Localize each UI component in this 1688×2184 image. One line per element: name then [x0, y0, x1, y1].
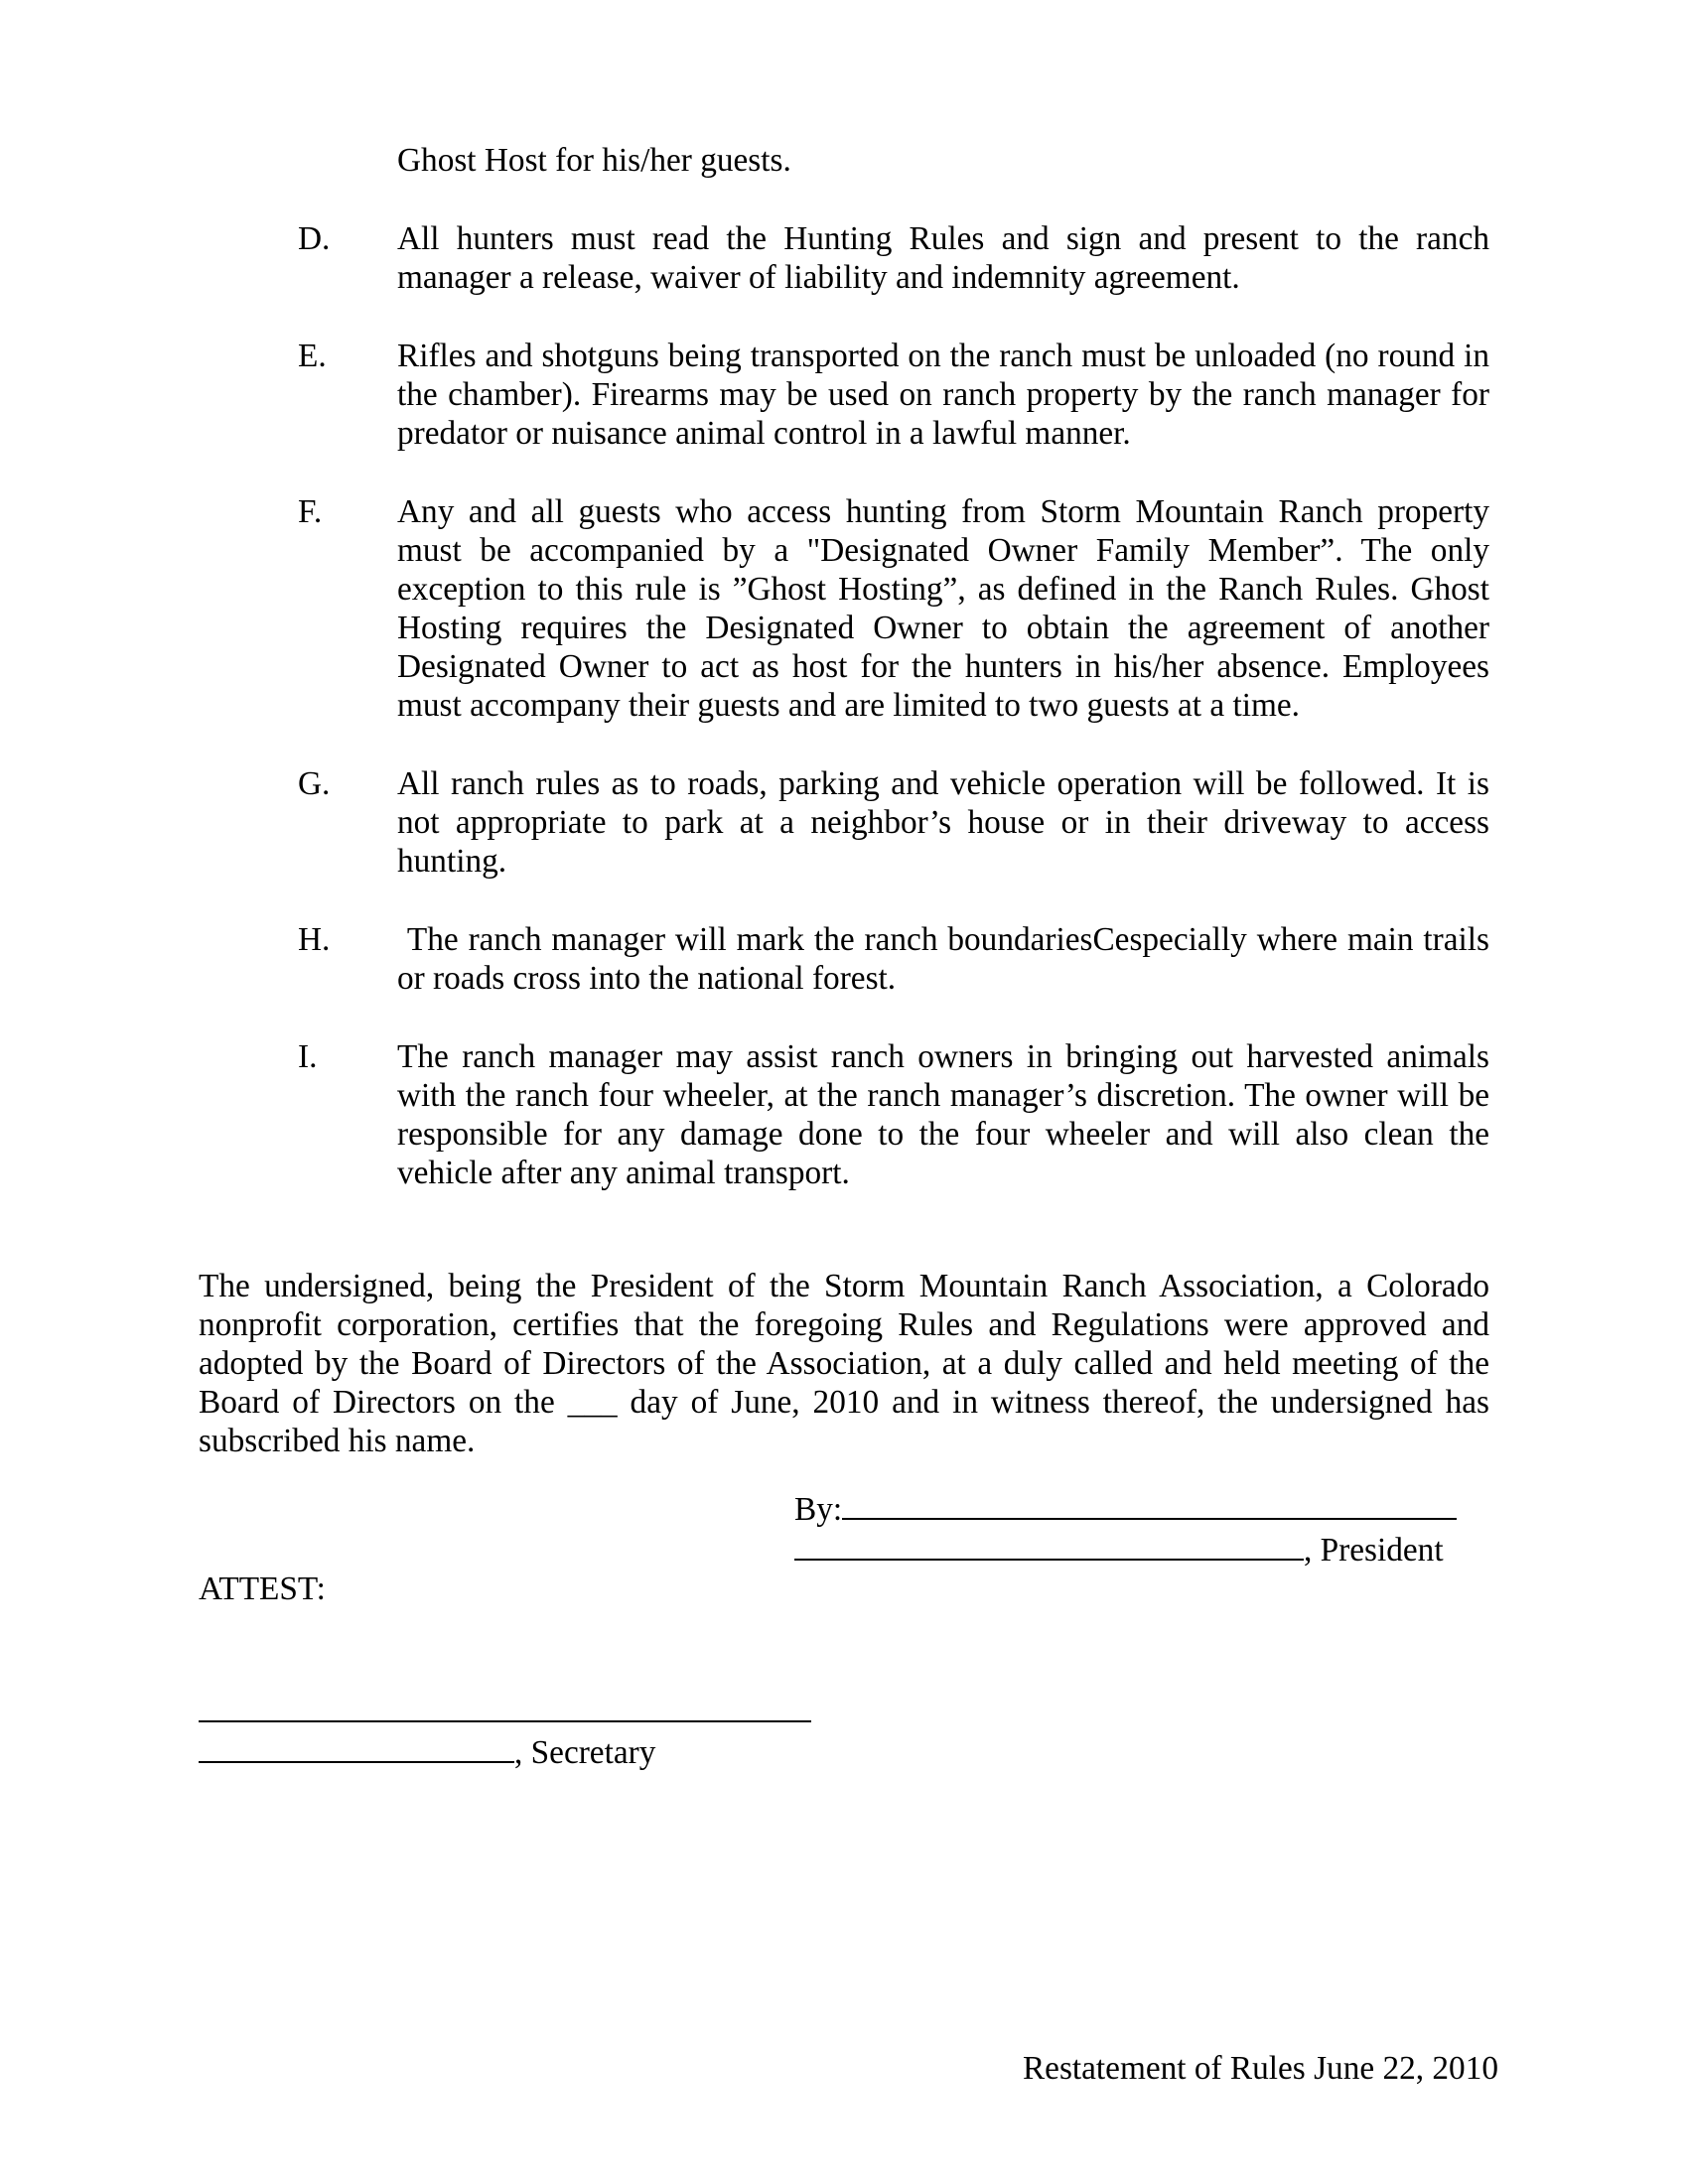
list-item-h — [199, 920, 1489, 998]
list-letter-d: D. — [298, 220, 331, 257]
signature-by-row — [794, 1488, 1489, 1529]
continuation-paragraph: Ghost Host for his/her guests. — [397, 142, 791, 179]
page-footer: Restatement of Rules June 22, 2010 — [1022, 2050, 1498, 2087]
list-item-d — [199, 219, 1489, 297]
attest-label: ATTEST: — [199, 1570, 326, 1607]
list-letter-i: I. — [298, 1038, 318, 1075]
signature-secretary-long-row — [199, 1691, 1489, 1731]
list-text-f: Any and all guests who access hunting from Storm Mountain Ranch property must be accompanied by a "Designated Owner Family Member”. The only exception to this rule is ”Ghost Hosting”, as defined in the Ranch Rules. Ghost Hosting requires the Designated Owner to obtain the agreement of another Designated Owner to act as host for the hunters in his/her absence. Employees must accompany their guests and are limited to two guests at a time. — [397, 493, 1489, 724]
list-item-g — [199, 764, 1489, 881]
closing-paragraph: The undersigned, being the President of the Storm Mountain Ranch Association, a Colorado nonprofit corporation, certifies that the foregoing Rules and Regulations were approved and adopted by the Board of Directors of the Association, at a duly called and held meeting of the Board of Directors on the ___ day of June, 2010 and in witness thereof, the undersigned has subscribed his name. — [199, 1268, 1489, 1459]
signature-line-by — [842, 1488, 1457, 1520]
signature-president-row — [794, 1529, 1489, 1570]
signature-line-secretary — [199, 1731, 514, 1763]
by-label: By: — [794, 1490, 843, 1528]
signature-secretary-row — [199, 1731, 1489, 1772]
list-letter-e: E. — [298, 338, 327, 374]
list-text-d: All hunters must read the Hunting Rules and sign and present to the ranch manager a release, waiver of liability and indemnity agreement. — [397, 220, 1489, 296]
list-text-g: All ranch rules as to roads, parking and vehicle operation will be followed. It is not appropriate to park at a neighbor’s house or in their driveway to access hunting. — [397, 765, 1489, 880]
list-letter-g: G. — [298, 765, 331, 802]
list-item-e — [199, 337, 1489, 453]
document-content — [199, 0, 1489, 1772]
list-text-h: The ranch manager will mark the ranch boundariesCespecially where main trails or roads cross into the national forest. — [397, 921, 1489, 997]
list-text-e: Rifles and shotguns being transported on the ranch must be unloaded (no round in the chamber). Firearms may be used on ranch property by the ranch manager for predator or nuisance animal control in a lawful manner. — [397, 338, 1489, 452]
president-label: , President — [1304, 1531, 1444, 1569]
secretary-label: , Secretary — [514, 1733, 656, 1771]
list-letter-f: F. — [298, 493, 323, 530]
signature-line-president — [794, 1529, 1304, 1561]
list-item-f — [199, 492, 1489, 725]
signature-line-secretary-long — [199, 1691, 811, 1722]
list-letter-h: H. — [298, 921, 331, 958]
list-text-i: The ranch manager may assist ranch owners in bringing out harvested animals with the ranch four wheeler, at the ranch manager’s discretion. The owner will be responsible for any damage done to the four wheeler and will also clean the vehicle after any animal transport. — [397, 1038, 1489, 1191]
list-item-i — [199, 1037, 1489, 1192]
